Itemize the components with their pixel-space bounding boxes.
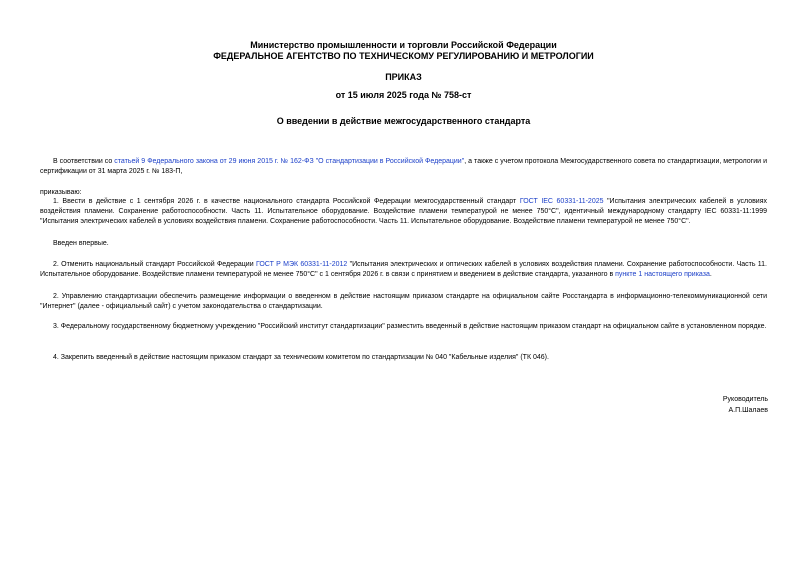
item-2-text-end: . [709, 271, 712, 278]
item-2-paragraph [40, 260, 767, 280]
signature-role: Руководитель [722, 396, 768, 403]
item-1-paragraph [40, 197, 767, 227]
gost-iec-link[interactable]: ГОСТ IEC 60331-11-2025 [519, 198, 604, 205]
order-subject: О введении в действие межгосударственного стандарта [276, 116, 531, 126]
item-2-text-middle: "Испытания электрических и оптических кабелей в условиях воздействия пламени. Сохранение работоспособности. Часть 11. Испытательное оборудование. Воздействие пламени температурой не менее 750°С" с 1 сентября 2026 г. в связи с принятием и введением в действие стандарта, указанного в [40, 261, 767, 278]
order-date: от 15 июля 2025 года № 758-ст [335, 90, 472, 100]
gost-r-iec-link[interactable]: ГОСТ Р МЭК 60331-11-2012 [255, 261, 348, 268]
orders-word: приказываю: [40, 189, 82, 196]
introduced-note: Введен впервые. [53, 240, 109, 247]
preamble-text-end: , а также с учетом протокола Межгосударственного совета по стандартизации, метрологии и сертификации от 31 марта 2025 г. № 183-П, [40, 158, 767, 175]
item-3-paragraph: 2. Управлению стандартизации обеспечить размещение информации о введенном в действие настоящим приказом стандарте на официальном сайте Росстандарта в информационно-телекоммуникационной сети "Интернет" (далее - официальный сайт) с учетом законодательства о стандартизации. [40, 293, 767, 310]
order-label: ПРИКАЗ [385, 72, 422, 82]
agency-heading: ФЕДЕРАЛЬНОЕ АГЕНТСТВО ПО ТЕХНИЧЕСКОМУ РЕГУЛИРОВАНИЮ И МЕТРОЛОГИИ [213, 51, 594, 61]
signature-name: А.П.Шалаев [728, 407, 768, 414]
item-5-paragraph: 4. Закрепить введенный в действие настоящим приказом стандарт за техническим комитетом по стандартизации № 040 "Кабельные изделия" (ТК 046). [53, 354, 549, 361]
item-4-paragraph: 3. Федеральному государственному бюджетному учреждению "Российский институт стандартизации" разместить введенный в действие настоящим приказом стандарт на официальном сайте в установленном порядке. [53, 323, 767, 330]
item-1-reference-link[interactable]: пункте 1 настоящего приказа [615, 271, 710, 278]
preamble-paragraph [40, 157, 767, 177]
item-1-text-start: 1. Ввести в действие с 1 сентября 2026 г. в качестве национального стандарта Российской Федерации межгосударственный стандарт [53, 198, 520, 205]
federal-law-link[interactable]: статьей 9 Федерального закона от 29 июня 2015 г. № 162-ФЗ "О стандартизации в Российской Федерации" [114, 158, 465, 165]
item-1-text-end: "Испытания электрических кабелей в условиях воздействия пламени. Сохранение работоспособности. Часть 11. Испытательное оборудование. Воздействие пламени температурой не менее 750°С", идентичный международному стандарту IEC 60331-11:1999 "Испытания электрических кабелей в условиях воздействия пламени. Сохранение работоспособности. Часть 11. Испытательное оборудование. Воздействие пламени температурой не менее 750°С". [40, 198, 768, 225]
ministry-heading: Министерство промышленности и торговли Российской Федерации [250, 40, 557, 50]
item-2-text-start: 2. Отменить национальный стандарт Российской Федерации [53, 261, 256, 268]
preamble-text-start: В соответствии со [53, 158, 115, 165]
